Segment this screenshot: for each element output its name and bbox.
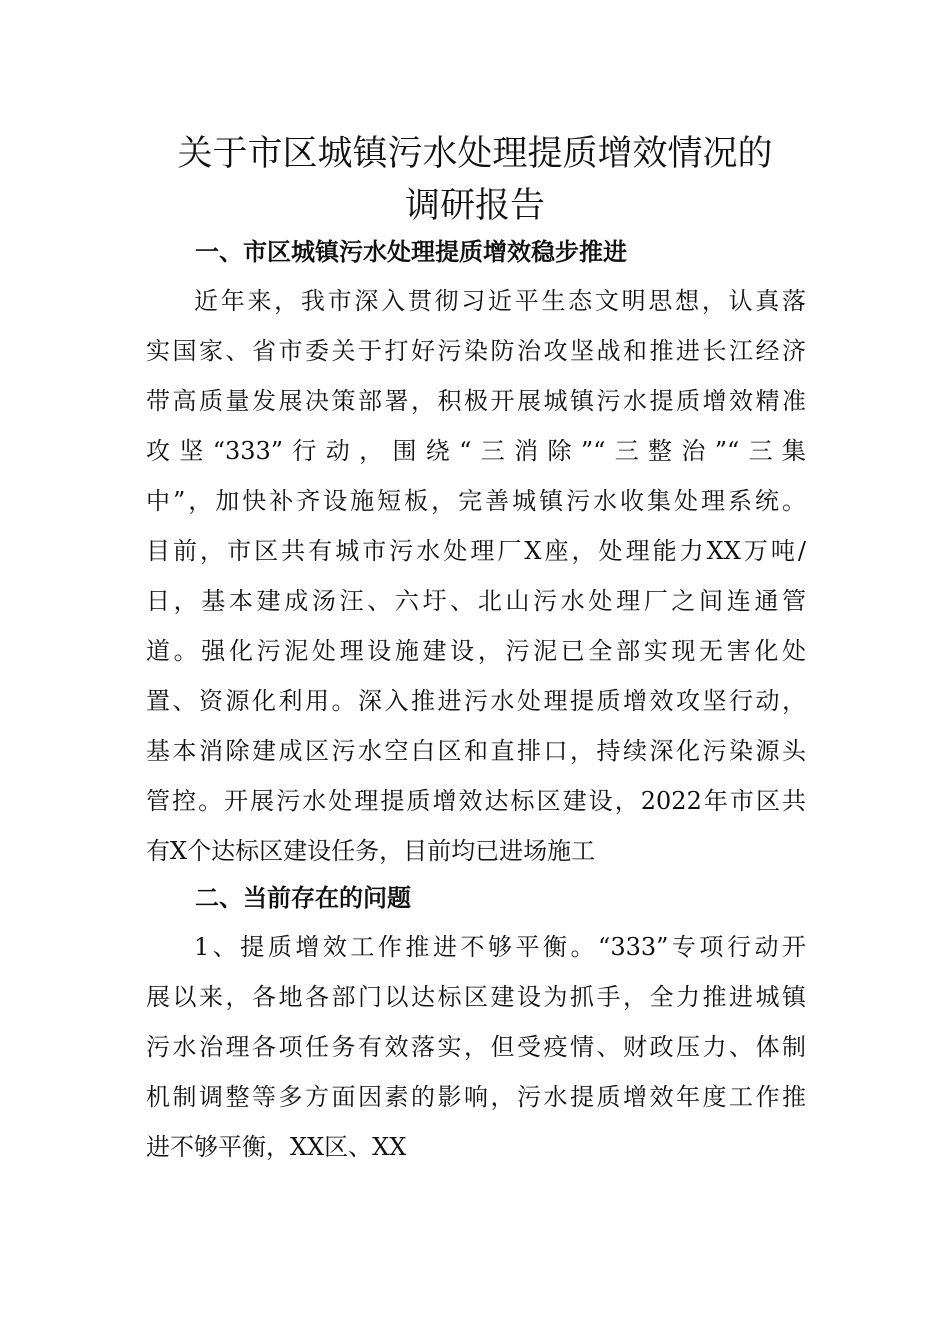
- paragraph-line: 攻坚“333”行动，围绕“三消除”“三整治”“三集: [146, 437, 806, 465]
- paragraph-line: 污水治理各项任务有效落实，但受疫情、财政压力、体制: [146, 1033, 806, 1061]
- section-2-heading: 二、当前存在的问题: [195, 884, 411, 912]
- section-1-heading: 一、市区城镇污水处理提质增效稳步推进: [195, 238, 627, 266]
- paragraph-line: 有X个达标区建设任务，目前均已进场施工: [146, 837, 596, 865]
- paragraph-line: 管控。开展污水处理提质增效达标区建设，2022年市区共: [146, 787, 806, 815]
- paragraph-line: 实国家、省市委关于打好污染防治攻坚战和推进长江经济: [146, 337, 806, 365]
- paragraph-line: 展以来，各地各部门以达标区建设为抓手，全力推进城镇: [146, 983, 806, 1011]
- document-title-line-1: 关于市区城镇污水处理提质增效情况的: [177, 134, 773, 174]
- paragraph-line: 日，基本建成汤汪、六圩、北山污水处理厂之间连通管: [146, 587, 806, 615]
- paragraph-line: 1、提质增效工作推进不够平衡。“333”专项行动开: [194, 933, 806, 961]
- paragraph-line: 带高质量发展决策部署，积极开展城镇污水提质增效精准: [146, 387, 806, 415]
- paragraph-line: 基本消除建成区污水空白区和直排口，持续深化污染源头: [146, 737, 806, 765]
- paragraph-line: 中”，加快补齐设施短板，完善城镇污水收集处理系统。: [146, 487, 806, 515]
- paragraph-line: 进不够平衡，XX区、XX: [146, 1133, 407, 1161]
- paragraph-line: 近年来，我市深入贯彻习近平生态文明思想，认真落: [194, 287, 806, 315]
- document-title-line-2: 调研报告: [404, 186, 545, 226]
- paragraph-line: 置、资源化利用。深入推进污水处理提质增效攻坚行动，: [146, 687, 806, 715]
- paragraph-line: 机制调整等多方面因素的影响，污水提质增效年度工作推: [146, 1083, 806, 1111]
- paragraph-line: 目前，市区共有城市污水处理厂X座，处理能力XX万吨/: [146, 537, 806, 565]
- paragraph-line: 道。强化污泥处理设施建设，污泥已全部实现无害化处: [146, 637, 806, 665]
